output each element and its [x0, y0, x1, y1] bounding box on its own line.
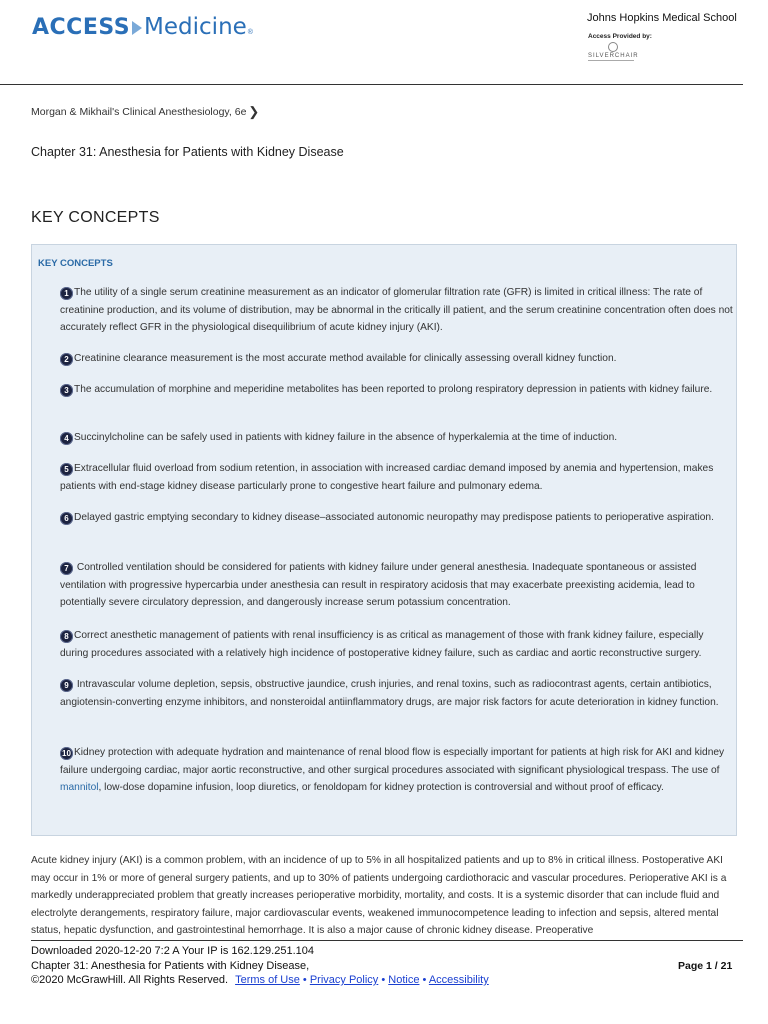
chapter-title: Chapter 31: Anesthesia for Patients with Kidney Disease [31, 145, 344, 159]
bullet-separator: • [419, 974, 429, 986]
key-concept-item [60, 460, 734, 495]
silverchair-logo [588, 42, 638, 61]
bullet-separator: • [378, 974, 389, 986]
notice-link[interactable]: Notice [388, 974, 420, 986]
key-concept-text: Kidney protection with adequate hydration and maintenance of renal blood flow is especially important for patients at high risk for AKI and kidney failure undergoing cardiac, major aortic reconstructive, and other surgical procedures associated with significant physiological trespass. The use of [60, 747, 725, 776]
breadcrumb[interactable] [31, 104, 259, 120]
accessibility-link[interactable]: Accessibility [428, 974, 489, 986]
silverchair-underline [588, 60, 634, 61]
number-2-icon: 2 [60, 353, 73, 366]
institution-name: Johns Hopkins Medical School [587, 12, 737, 24]
privacy-policy-link[interactable]: Privacy Policy [309, 974, 379, 986]
key-concept-text: The utility of a single serum creatinine measurement as an indicator of glomerular filtration rate (GFR) is limited in critical illness: The rate of creatinine production, and its volume of distribution, may be abnormal in the critically ill patient, and the serum creatinine concentration often does not accurately reflect GFR in the physiological disequilibrium of acute kidney injury (AKI). [60, 287, 733, 333]
key-concept-item [60, 627, 734, 662]
key-concept-item [60, 350, 734, 368]
logo-registered-mark: ® [247, 29, 253, 36]
footer-chapter: Chapter 31: Anesthesia for Patients with Kidney Disease, [31, 960, 310, 972]
key-concept-text: Creatinine clearance measurement is the most accurate method available for clinically assessing overall kidney function. [74, 353, 617, 364]
body-paragraph: Acute kidney injury (AKI) is a common problem, with an incidence of up to 5% in all hospitalized patients and up to 8% in critical illness. Postoperative AKI may occur in 1% or more of general surgery patients, and up to 30% of patients undergoing cardiothoracic and vascular procedures. Perioperative AKI is a markedly underappreciated problem that greatly increases perioperative morbidity, mortality, and costs. It is a systemic disorder that can include fluid and electrolyte derangements, respiratory failure, major cardiovascular events, weakened immunocompetence leading to infection and sepsis, altered mental status, hepatic dysfunction, and gastrointestinal hemorrhage. It is also a major cause of chronic kidney disease. Preoperative [31, 855, 727, 936]
key-concept-item [60, 509, 734, 527]
mannitol-link[interactable]: mannitol [60, 782, 99, 793]
key-concepts-box-title: KEY CONCEPTS [38, 258, 113, 269]
logo-chevron-icon [132, 21, 142, 35]
download-info: Downloaded 2020-12-20 7:2 A Your IP is 162.129.251.104 [31, 945, 314, 957]
logo-access-text: ACCESS [32, 15, 131, 40]
number-4-icon: 4 [60, 432, 73, 445]
breadcrumb-book[interactable]: Morgan & Mikhail's Clinical Anesthesiology, 6e [31, 106, 247, 118]
number-10-icon: 10 [60, 747, 73, 760]
number-6-icon: 6 [60, 512, 73, 525]
key-concept-item [60, 676, 734, 711]
accessmedicine-logo[interactable] [32, 14, 253, 40]
header-divider [0, 84, 743, 85]
key-concept-item [60, 429, 734, 447]
key-concepts-box [31, 244, 737, 836]
number-9-icon: 9 [60, 679, 73, 692]
copyright-text: ©2020 McGrawHill. All Rights Reserved. [31, 974, 229, 986]
bullet-separator: • [299, 974, 310, 986]
access-provided-label: Access Provided by: [588, 33, 652, 40]
logo-medicine-text: Medicine [144, 14, 247, 40]
key-concept-text: Correct anesthetic management of patients with renal insufficiency is as critical as management of those with frank kidney failure, especially during procedures associated with a relatively high incidence of postoperative kidney failure, such as cardiac and aortic reconstructive surgery. [60, 630, 704, 659]
key-concept-text: The accumulation of morphine and meperidine metabolites has been reported to prolong respiratory depression in patients with kidney failure. [74, 384, 713, 395]
key-concept-text: Delayed gastric emptying secondary to kidney disease–associated autonomic neuropathy may predispose patients to perioperative aspiration. [74, 512, 714, 523]
key-concept-text-end: , low-dose dopamine infusion, loop diuretics, or fenoldopam for kidney protection is controversial and without proof of efficacy. [98, 782, 664, 793]
key-concept-text: Succinylcholine can be safely used in patients with kidney failure in the absence of hyperkalemia at the time of induction. [74, 432, 618, 443]
number-5-icon: 5 [60, 463, 73, 476]
key-concept-item [60, 381, 734, 399]
chevron-right-icon: ❯ [248, 104, 260, 119]
number-7-icon: 7 [60, 562, 73, 575]
number-1-icon: 1 [60, 287, 73, 300]
key-concept-item [60, 559, 734, 612]
silverchair-emblem-icon [608, 42, 618, 52]
page-number: Page 1 / 21 [678, 960, 733, 972]
key-concepts-heading: KEY CONCEPTS [31, 209, 160, 226]
number-8-icon: 8 [60, 630, 73, 643]
number-3-icon: 3 [60, 384, 73, 397]
site-header [0, 0, 768, 84]
footer-divider [31, 940, 743, 941]
key-concept-text: Intravascular volume depletion, sepsis, obstructive jaundice, crush injuries, and renal toxins, such as radiocontrast agents, certain antibiotics, angiotensin-converting enzyme inhibitors, and nonsteroidal antiinflammatory drugs, are major risk factors for acute deterioration in kidney function. [60, 679, 719, 708]
key-concept-item [60, 284, 734, 337]
footer-legal [31, 974, 489, 986]
key-concept-text: Extracellular fluid overload from sodium retention, in association with increased cardiac demand imposed by anemia and hypertension, makes patients with end-stage kidney disease particularly prone to congestive heart failure and pulmonary edema. [60, 463, 714, 492]
terms-of-use-link[interactable]: Terms of Use [235, 974, 300, 986]
key-concept-text: Controlled ventilation should be considered for patients with kidney failure under general anesthesia. Inadequate spontaneous or assisted ventilation with progressive hypercarbia under anesthesia can result in respiratory acidosis that may exacerbate preexisting acidemia, lead to potentially severe circulatory depression, and dangerously increase serum potassium concentration. [60, 562, 697, 608]
silverchair-name: SILVERCHAIR [588, 53, 639, 59]
key-concept-item [60, 744, 734, 797]
